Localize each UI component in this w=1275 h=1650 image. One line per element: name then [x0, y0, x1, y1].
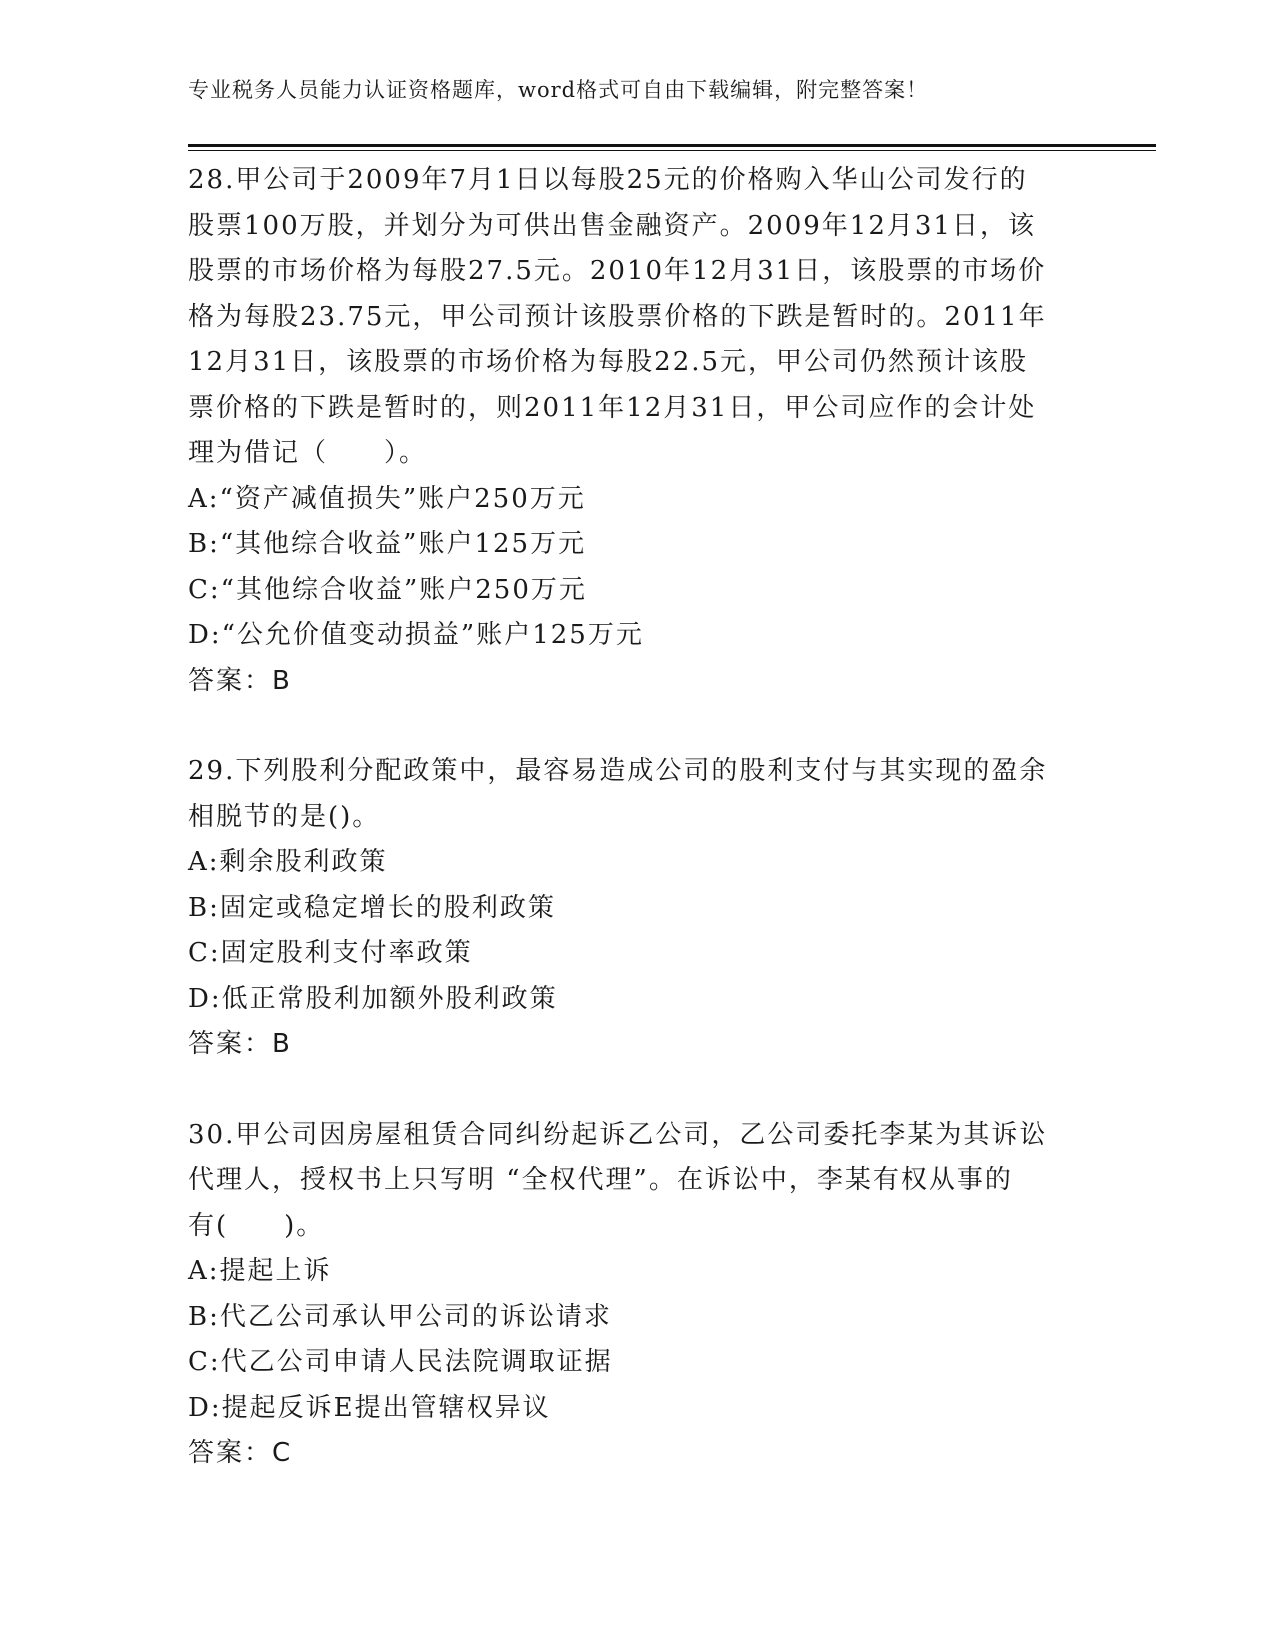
question-30	[188, 1113, 1088, 1477]
option-d: D:“公允价值变动损益”账户125万元	[188, 620, 644, 650]
question-stem-line: 28.甲公司于2009年7月1日以每股25元的价格购入华山公司发行的	[188, 165, 1028, 195]
question-stem-line: 股票100万股，并划分为可供出售金融资产。2009年12月31日，该	[188, 210, 1036, 241]
option-b: B:“其他综合收益”账户125万元	[188, 529, 587, 559]
option-a: A:剩余股利政策	[188, 847, 388, 877]
question-stem-line: 股票的市场价格为每股27.5元。2010年12月31日，该股票的市场价	[188, 256, 1047, 286]
option-a: A:“资产减值损失”账户250万元	[188, 483, 586, 514]
option-c: C:“其他综合收益”账户250万元	[188, 574, 587, 605]
question-stem-line: 30.甲公司因房屋租赁合同纠纷起诉乙公司，乙公司委托李某为其诉讼	[188, 1119, 1048, 1150]
question-29	[188, 749, 1088, 1068]
question-stem-line: 理为借记（ ）。	[188, 438, 428, 468]
question-stem-line: 有( )。	[188, 1210, 325, 1241]
option-d: D:提起反诉E提出管辖权异议	[188, 1392, 551, 1423]
option-b: B:固定或稳定增长的股利政策	[188, 892, 556, 923]
question-stem-line: 代理人，授权书上只写明 “全权代理”。在诉讼中，李某有权从事的	[188, 1165, 1013, 1195]
answer-line: 答案：B	[188, 1029, 292, 1059]
option-b: B:代乙公司承认甲公司的诉讼请求	[188, 1301, 612, 1332]
question-28	[188, 158, 1088, 704]
option-c: C:代乙公司申请人民法院调取证据	[188, 1347, 613, 1377]
question-stem-line: 相脱节的是()。	[188, 801, 381, 832]
option-d: D:低正常股利加额外股利政策	[188, 983, 558, 1014]
page-header: 专业税务人员能力认证资格题库，word格式可自由下载编辑，附完整答案！	[188, 78, 929, 102]
question-stem-line: 票价格的下跌是暂时的，则2011年12月31日，甲公司应作的会计处	[188, 392, 1037, 423]
option-c: C:固定股利支付率政策	[188, 938, 473, 968]
question-stem-line: 格为每股23.75元，甲公司预计该股票价格的下跌是暂时的。2011年	[188, 301, 1047, 332]
option-a: A:提起上诉	[188, 1256, 332, 1286]
answer-line: 答案：C	[188, 1438, 293, 1468]
header-rule-thin	[188, 150, 1156, 151]
answer-line: 答案：B	[188, 665, 292, 696]
question-stem-line: 12月31日，该股票的市场价格为每股22.5元，甲公司仍然预计该股	[188, 347, 1029, 377]
question-list	[188, 158, 1088, 1522]
question-stem-line: 29.下列股利分配政策中，最容易造成公司的股利支付与其实现的盈余	[188, 756, 1048, 786]
header-rule-thick	[188, 144, 1156, 147]
